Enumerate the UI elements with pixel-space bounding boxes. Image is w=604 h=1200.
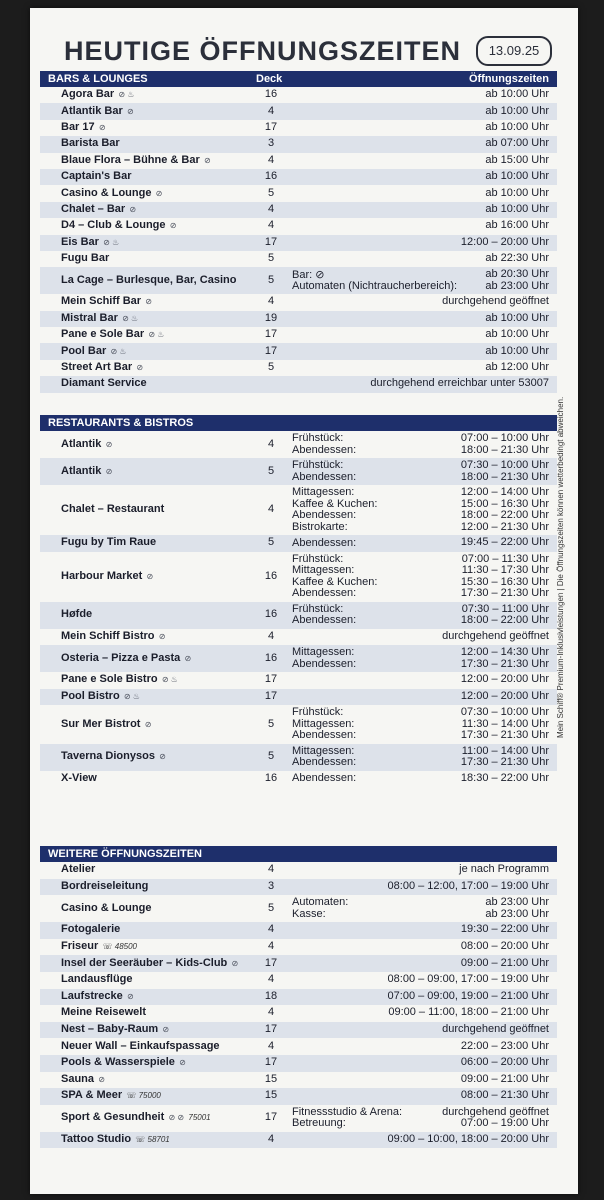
venue-name: Mein Schiff Bistro ⊘ — [61, 629, 166, 642]
meal-label: Betreuung: — [292, 1117, 346, 1130]
opening-time: ab 07:00 Uhr — [485, 137, 549, 150]
deck-number: 17 — [264, 328, 278, 341]
venue-name: Fotogalerie — [61, 923, 121, 936]
table-row — [40, 458, 557, 485]
table-row — [40, 360, 557, 376]
opening-time: durchgehend geöffnet — [442, 295, 549, 308]
venue-name: Atlantik ⊘ — [61, 437, 113, 450]
meal-label: Mittagessen: — [292, 646, 355, 659]
venue-name: Blaue Flora – Bühne & Bar ⊘ — [61, 153, 211, 166]
venue-name: Høfde — [61, 608, 93, 621]
venue-name: Mein Schiff Bar ⊘ — [61, 295, 153, 308]
opening-time: 07:30 – 10:00 Uhr — [460, 459, 549, 471]
opening-time: 11:30 – 17:30 Uhr — [461, 564, 549, 577]
inclusive-icon: ⊘ — [160, 1025, 170, 1035]
table-row — [40, 1132, 557, 1149]
venue-name: Sauna ⊘ — [61, 1072, 105, 1085]
opening-time: 08:00 – 09:00, 17:00 – 19:00 Uhr — [387, 973, 549, 986]
venue-name: D4 – Club & Lounge ⊘ — [61, 219, 177, 232]
table-row — [40, 87, 557, 103]
phone-extension: ☏ 58701 — [133, 1135, 170, 1145]
table-row — [40, 343, 557, 359]
venue-name: Pool Bistro ⊘ ♨ — [61, 690, 140, 703]
table-row — [40, 862, 557, 879]
venue-name: Atlantik Bar ⊘ — [61, 104, 134, 117]
venue-name: Pane e Sole Bar ⊘ ♨ — [61, 328, 165, 341]
venue-name: Insel der Seeräuber – Kids-Club ⊘ — [61, 956, 239, 969]
table-row — [40, 552, 557, 602]
deck-number: 5 — [267, 273, 275, 286]
opening-time: 19:45 – 22:00 Uhr — [460, 536, 549, 549]
table-row — [40, 218, 557, 234]
opening-time: ab 10:00 Uhr — [485, 202, 549, 215]
opening-time: ab 10:00 Uhr — [485, 311, 549, 324]
venue-name: Sur Mer Bistrot ⊘ — [61, 717, 152, 730]
meal-label: Frühstück: — [292, 706, 344, 719]
deck-number: 4 — [267, 1133, 275, 1146]
opening-time: 07:00 – 09:00, 19:00 – 21:00 Uhr — [387, 989, 549, 1002]
opening-time: ab 15:00 Uhr — [485, 153, 549, 166]
deck-number: 16 — [264, 608, 278, 621]
venue-name: Eis Bar ⊘ ♨ — [61, 235, 120, 248]
opening-time: 12:00 – 14:00 Uhr — [460, 486, 549, 498]
venue-name: X-View — [61, 772, 97, 785]
table-row — [40, 251, 557, 267]
section-heading: RESTAURANTS & BISTROS — [48, 417, 194, 429]
inclusive-icon: ⊘ ♨ — [100, 237, 120, 247]
meal-label: Kaffee & Kuchen: — [292, 497, 378, 510]
deck-number: 17 — [264, 673, 278, 686]
deck-number: 16 — [264, 772, 278, 785]
table-row — [40, 989, 557, 1006]
opening-time: ab 12:00 Uhr — [485, 361, 549, 374]
inclusive-icon: ⊘ — [124, 991, 134, 1001]
deck-number: 16 — [264, 170, 278, 183]
table-row — [40, 602, 557, 629]
section-header — [40, 71, 557, 87]
page-title: HEUTIGE ÖFFNUNGSZEITEN — [64, 36, 462, 66]
meal-label: Abendessen: — [292, 536, 357, 549]
inclusive-icon: ⊘ ♨ — [119, 313, 139, 323]
venue-name: Diamant Service — [61, 377, 147, 390]
opening-time: 18:00 – 22:00 Uhr — [460, 614, 549, 627]
deck-number: 5 — [267, 252, 275, 265]
deck-number: 19 — [264, 311, 278, 324]
deck-number: 3 — [267, 137, 275, 150]
date-badge: 13.09.25 — [476, 36, 552, 66]
venue-name: Captain's Bar — [61, 170, 132, 183]
opening-time: 18:30 – 22:00 Uhr — [460, 772, 549, 785]
table-row — [40, 535, 557, 552]
meal-label: Automaten: — [292, 896, 349, 909]
table-row — [40, 705, 557, 744]
opening-time: 08:00 – 12:00, 17:00 – 19:00 Uhr — [387, 879, 549, 892]
opening-time: ab 22:30 Uhr — [485, 252, 549, 265]
venue-name: Osteria – Pizza e Pasta ⊘ — [61, 651, 192, 664]
opening-time: 12:00 – 21:30 Uhr — [460, 520, 549, 533]
table-row — [40, 1038, 557, 1055]
deck-number: 4 — [267, 202, 275, 215]
table-row — [40, 879, 557, 896]
table-row — [40, 202, 557, 218]
deck-number: 17 — [264, 344, 278, 357]
venue-name: Barista Bar — [61, 137, 120, 150]
deck-number: 17 — [264, 690, 278, 703]
table-row — [40, 103, 557, 119]
opening-time: ab 20:30 Uhr — [485, 268, 549, 281]
section-heading: BARS & LOUNGES — [48, 73, 148, 85]
meal-label: Frühstück: — [292, 432, 344, 444]
deck-number: 5 — [267, 750, 275, 763]
venue-name: Casino & Lounge ⊘ — [61, 186, 163, 199]
table-row — [40, 744, 557, 771]
venue-name: Meine Reisewelt — [61, 1006, 146, 1019]
opening-time: 09:00 – 11:00, 18:00 – 21:00 Uhr — [388, 1006, 549, 1019]
deck-number: 15 — [264, 1089, 278, 1102]
inclusive-icon: ⊘ — [96, 1074, 105, 1084]
opening-time: ab 23:00 Uhr — [485, 896, 549, 909]
table-row — [40, 376, 557, 392]
deck-number: 5 — [267, 361, 275, 374]
venue-name: Chalet – Bar ⊘ — [61, 202, 137, 215]
meal-label: Bar: ⊘ — [292, 269, 325, 282]
opening-time: 09:00 – 21:00 Uhr — [460, 956, 549, 969]
schedule-sheet — [30, 8, 578, 1194]
opening-time: durchgehend geöffnet — [442, 1023, 549, 1036]
opening-time: je nach Programm — [459, 863, 549, 876]
opening-time: ab 10:00 Uhr — [485, 170, 549, 183]
meal-label: Abendessen: — [292, 756, 357, 769]
table-row — [40, 120, 557, 136]
inclusive-icon: ⊘ — [124, 106, 134, 116]
venue-name: Fugu Bar — [61, 252, 110, 265]
column-header-deck: Deck — [256, 73, 283, 85]
venue-name: Taverna Dionysos ⊘ — [61, 750, 166, 763]
venue-name: Mistral Bar ⊘ ♨ — [61, 311, 139, 324]
inclusive-icon: ⊘ — [144, 571, 154, 581]
deck-number: 4 — [267, 104, 275, 117]
venue-name: Pool Bar ⊘ ♨ — [61, 344, 127, 357]
opening-time: 11:30 – 14:00 Uhr — [461, 717, 549, 730]
opening-time: 22:00 – 23:00 Uhr — [460, 1039, 549, 1052]
inclusive-icon: ⊘ ♨ — [121, 692, 140, 702]
meal-label: Abendessen: — [292, 772, 357, 785]
deck-number: 5 — [267, 536, 275, 549]
table-row — [40, 267, 557, 294]
section-header — [40, 846, 557, 862]
opening-time: 12:00 – 20:00 Uhr — [460, 690, 549, 703]
venue-name: La Cage – Burlesque, Bar, Casino — [61, 273, 237, 286]
table-row — [40, 294, 557, 310]
opening-time: ab 10:00 Uhr — [485, 88, 549, 101]
venue-name: Bordreiseleitung — [61, 879, 149, 892]
inclusive-icon: ⊘ — [201, 155, 211, 165]
opening-time: 12:00 – 20:00 Uhr — [460, 673, 549, 686]
venue-name: Fugu by Tim Raue — [61, 536, 157, 549]
table-row — [40, 327, 557, 343]
meal-label: Mittagessen: — [292, 486, 355, 498]
venue-name: Laufstrecke ⊘ — [61, 989, 134, 1002]
inclusive-icon: ⊘ ♨ — [108, 346, 127, 356]
phone-extension: ☏ 48500 — [100, 942, 137, 952]
opening-time: ab 23:00 Uhr — [485, 907, 549, 920]
opening-time: ab 10:00 Uhr — [485, 328, 549, 341]
table-row — [40, 1072, 557, 1089]
venue-name: Pools & Wasserspiele ⊘ — [61, 1056, 186, 1069]
opening-time: 18:00 – 22:00 Uhr — [460, 509, 549, 521]
deck-number: 4 — [267, 1039, 275, 1052]
deck-number: 4 — [267, 219, 275, 232]
table-row — [40, 1005, 557, 1022]
meal-label: Abendessen: — [292, 614, 357, 627]
venue-name: SPA & Meer ☏ 75000 — [61, 1089, 161, 1102]
inclusive-icon: ⊘ — [153, 188, 163, 198]
section-header — [40, 415, 557, 431]
inclusive-icon: ⊘ — [96, 122, 106, 132]
table-row — [40, 235, 557, 251]
opening-time: 09:00 – 10:00, 18:00 – 20:00 Uhr — [387, 1133, 549, 1146]
opening-time: ab 10:00 Uhr — [485, 120, 549, 133]
deck-number: 4 — [267, 940, 275, 953]
deck-number: 4 — [267, 863, 275, 876]
deck-number: 4 — [267, 973, 275, 986]
table-row — [40, 185, 557, 201]
opening-time: 07:00 – 10:00 Uhr — [460, 432, 549, 444]
opening-time: 07:00 – 19:00 Uhr — [460, 1117, 549, 1130]
phone-extension: ☏ 75000 — [124, 1091, 161, 1101]
venue-name: Bar 17 ⊘ — [61, 120, 106, 133]
inclusive-icon: ⊘ — [182, 653, 192, 663]
opening-time: ab 10:00 Uhr — [485, 344, 549, 357]
deck-number: 5 — [267, 717, 275, 730]
inclusive-icon: ⊘ — [143, 297, 153, 307]
opening-time: ab 16:00 Uhr — [485, 219, 549, 232]
inclusive-icon: ⊘ — [127, 204, 137, 214]
venue-name: Friseur ☏ 48500 — [61, 940, 137, 953]
table-row — [40, 311, 557, 327]
deck-number: 4 — [267, 153, 275, 166]
deck-number: 17 — [264, 1023, 278, 1036]
opening-time: 11:00 – 14:00 Uhr — [461, 744, 549, 757]
meal-label: Abendessen: — [292, 587, 357, 600]
table-row — [40, 1055, 557, 1072]
deck-number: 4 — [267, 503, 275, 515]
venue-name: Atelier — [61, 863, 96, 876]
opening-time: 18:00 – 21:30 Uhr — [460, 443, 549, 456]
section-heading: WEITERE ÖFFNUNGSZEITEN — [48, 848, 202, 860]
table-row — [40, 1022, 557, 1039]
deck-number: 18 — [264, 989, 278, 1002]
opening-time: 15:30 – 16:30 Uhr — [460, 575, 549, 588]
deck-number: 16 — [264, 88, 278, 101]
opening-time: 06:00 – 20:00 Uhr — [460, 1056, 549, 1069]
deck-number: 4 — [267, 629, 275, 642]
table-row — [40, 689, 557, 706]
deck-number: 17 — [264, 1056, 278, 1069]
deck-number: 5 — [267, 186, 275, 199]
opening-time: 07:30 – 10:00 Uhr — [460, 706, 549, 719]
venue-name: Casino & Lounge — [61, 901, 152, 914]
deck-number: 15 — [264, 1072, 278, 1085]
venue-name: Street Art Bar ⊘ — [61, 361, 144, 374]
meal-label: Abendessen: — [292, 443, 357, 456]
meal-label: Mittagessen: — [292, 564, 355, 577]
meal-label: Kasse: — [292, 907, 326, 920]
meal-label: Abendessen: — [292, 509, 357, 521]
opening-time: durchgehend geöffnet — [442, 629, 549, 642]
table-row — [40, 771, 557, 788]
table-row — [40, 645, 557, 672]
phone-extension: 75001 — [186, 1113, 211, 1123]
table-row — [40, 485, 557, 535]
opening-time: 07:30 – 11:00 Uhr — [461, 602, 549, 615]
inclusive-icon: ⊘ — [103, 439, 113, 449]
inclusive-icon: ⊘ — [134, 363, 144, 373]
inclusive-icon: ⊘ — [142, 719, 152, 729]
opening-time: ab 10:00 Uhr — [485, 186, 549, 199]
venue-name: Pane e Sole Bistro ⊘ ♨ — [61, 673, 178, 686]
deck-number: 4 — [267, 295, 275, 308]
meal-label: Mittagessen: — [292, 717, 355, 730]
table-row — [40, 1105, 557, 1132]
meal-label: Frühstück: — [292, 459, 344, 471]
opening-time: durchgehend geöffnet — [442, 1105, 549, 1118]
opening-time: 12:00 – 20:00 Uhr — [460, 235, 549, 248]
deck-number: 16 — [264, 569, 278, 582]
column-header-times: Öffnungszeiten — [468, 73, 549, 85]
opening-time: 08:00 – 20:00 Uhr — [460, 940, 549, 953]
meal-label: Frühstück: — [292, 602, 344, 615]
table-row — [40, 895, 557, 922]
inclusive-icon: ⊘ — [103, 466, 113, 476]
table-row — [40, 672, 557, 689]
opening-time: 12:00 – 14:30 Uhr — [460, 646, 549, 659]
deck-number: 5 — [267, 464, 275, 477]
meal-label: Mittagessen: — [292, 744, 355, 757]
section-restaurants-bistros — [40, 415, 557, 787]
section-further-hours — [40, 846, 557, 1148]
meal-label: Fitnessstudio & Arena: — [292, 1105, 403, 1118]
deck-number: 4 — [267, 1006, 275, 1019]
table-row — [40, 1088, 557, 1105]
table-row — [40, 169, 557, 185]
opening-time: 17:30 – 21:30 Uhr — [460, 657, 549, 670]
opening-time: ab 10:00 Uhr — [485, 104, 549, 117]
meal-label: Frühstück: — [292, 552, 344, 565]
venue-name: Harbour Market ⊘ — [61, 569, 154, 582]
table-row — [40, 972, 557, 989]
deck-number: 17 — [264, 956, 278, 969]
meal-label: Bistrokarte: — [292, 520, 348, 533]
inclusive-icon: ⊘ — [167, 221, 177, 231]
meal-label: Abendessen: — [292, 729, 357, 742]
table-row — [40, 939, 557, 956]
inclusive-icon: ⊘ ♨ — [146, 330, 165, 340]
inclusive-icon: ⊘ — [229, 958, 239, 968]
inclusive-icon: ⊘ — [156, 752, 166, 762]
venue-name: Landausflüge — [61, 973, 133, 986]
deck-number: 5 — [267, 901, 275, 914]
venue-name: Chalet – Restaurant — [61, 503, 165, 515]
opening-time: 17:30 – 21:30 Uhr — [460, 729, 549, 742]
opening-time: 18:00 – 21:30 Uhr — [460, 470, 549, 483]
inclusive-icon: ⊘ — [176, 1058, 186, 1068]
inclusive-icon: ⊘ — [156, 631, 166, 641]
opening-time: ab 23:00 Uhr — [485, 279, 549, 292]
side-note: Mein Schiff® Premium-Inklusivleistungen | Die Öffnungszeiten können wetterbedingt abweichen. — [556, 396, 565, 738]
inclusive-icon: ⊘ ⊘ — [166, 1113, 185, 1123]
deck-number: 17 — [264, 120, 278, 133]
deck-number: 3 — [267, 879, 275, 892]
table-row — [40, 136, 557, 152]
meal-label: Kaffee & Kuchen: — [292, 575, 378, 588]
table-row — [40, 431, 557, 458]
inclusive-icon: ⊘ ♨ — [159, 675, 178, 685]
section-bars-lounges — [40, 71, 557, 393]
deck-number: 4 — [267, 923, 275, 936]
venue-name: Neuer Wall – Einkaufspassage — [61, 1039, 220, 1052]
opening-time: 15:00 – 16:30 Uhr — [460, 497, 549, 510]
inclusive-icon: ⊘ ♨ — [116, 90, 135, 100]
deck-number: 16 — [264, 651, 278, 664]
venue-name: Sport & Gesundheit ⊘ ⊘ 75001 — [61, 1111, 211, 1124]
table-row — [40, 629, 557, 646]
opening-time: 17:30 – 21:30 Uhr — [460, 756, 549, 769]
opening-time: 19:30 – 22:00 Uhr — [460, 923, 549, 936]
opening-time: durchgehend erreichbar unter 53007 — [370, 377, 549, 390]
table-row — [40, 153, 557, 169]
opening-time: 07:00 – 11:30 Uhr — [461, 552, 549, 565]
deck-number: 4 — [267, 437, 275, 450]
table-row — [40, 922, 557, 939]
table-row — [40, 955, 557, 972]
venue-name: Agora Bar ⊘ ♨ — [61, 88, 135, 101]
venue-name: Atlantik ⊘ — [61, 464, 113, 477]
opening-time: 09:00 – 21:00 Uhr — [460, 1072, 549, 1085]
deck-number: 17 — [264, 1111, 278, 1124]
opening-time: 17:30 – 21:30 Uhr — [460, 587, 549, 600]
deck-number: 17 — [264, 235, 278, 248]
venue-name: Tattoo Studio ☏ 58701 — [61, 1133, 170, 1146]
meal-label: Abendessen: — [292, 657, 357, 670]
opening-time: 08:00 – 21:30 Uhr — [460, 1089, 549, 1102]
venue-name: Nest – Baby-Raum ⊘ — [61, 1023, 170, 1036]
meal-label: Abendessen: — [292, 470, 357, 483]
meal-label: Automaten (Nichtraucherbereich): — [292, 279, 458, 292]
